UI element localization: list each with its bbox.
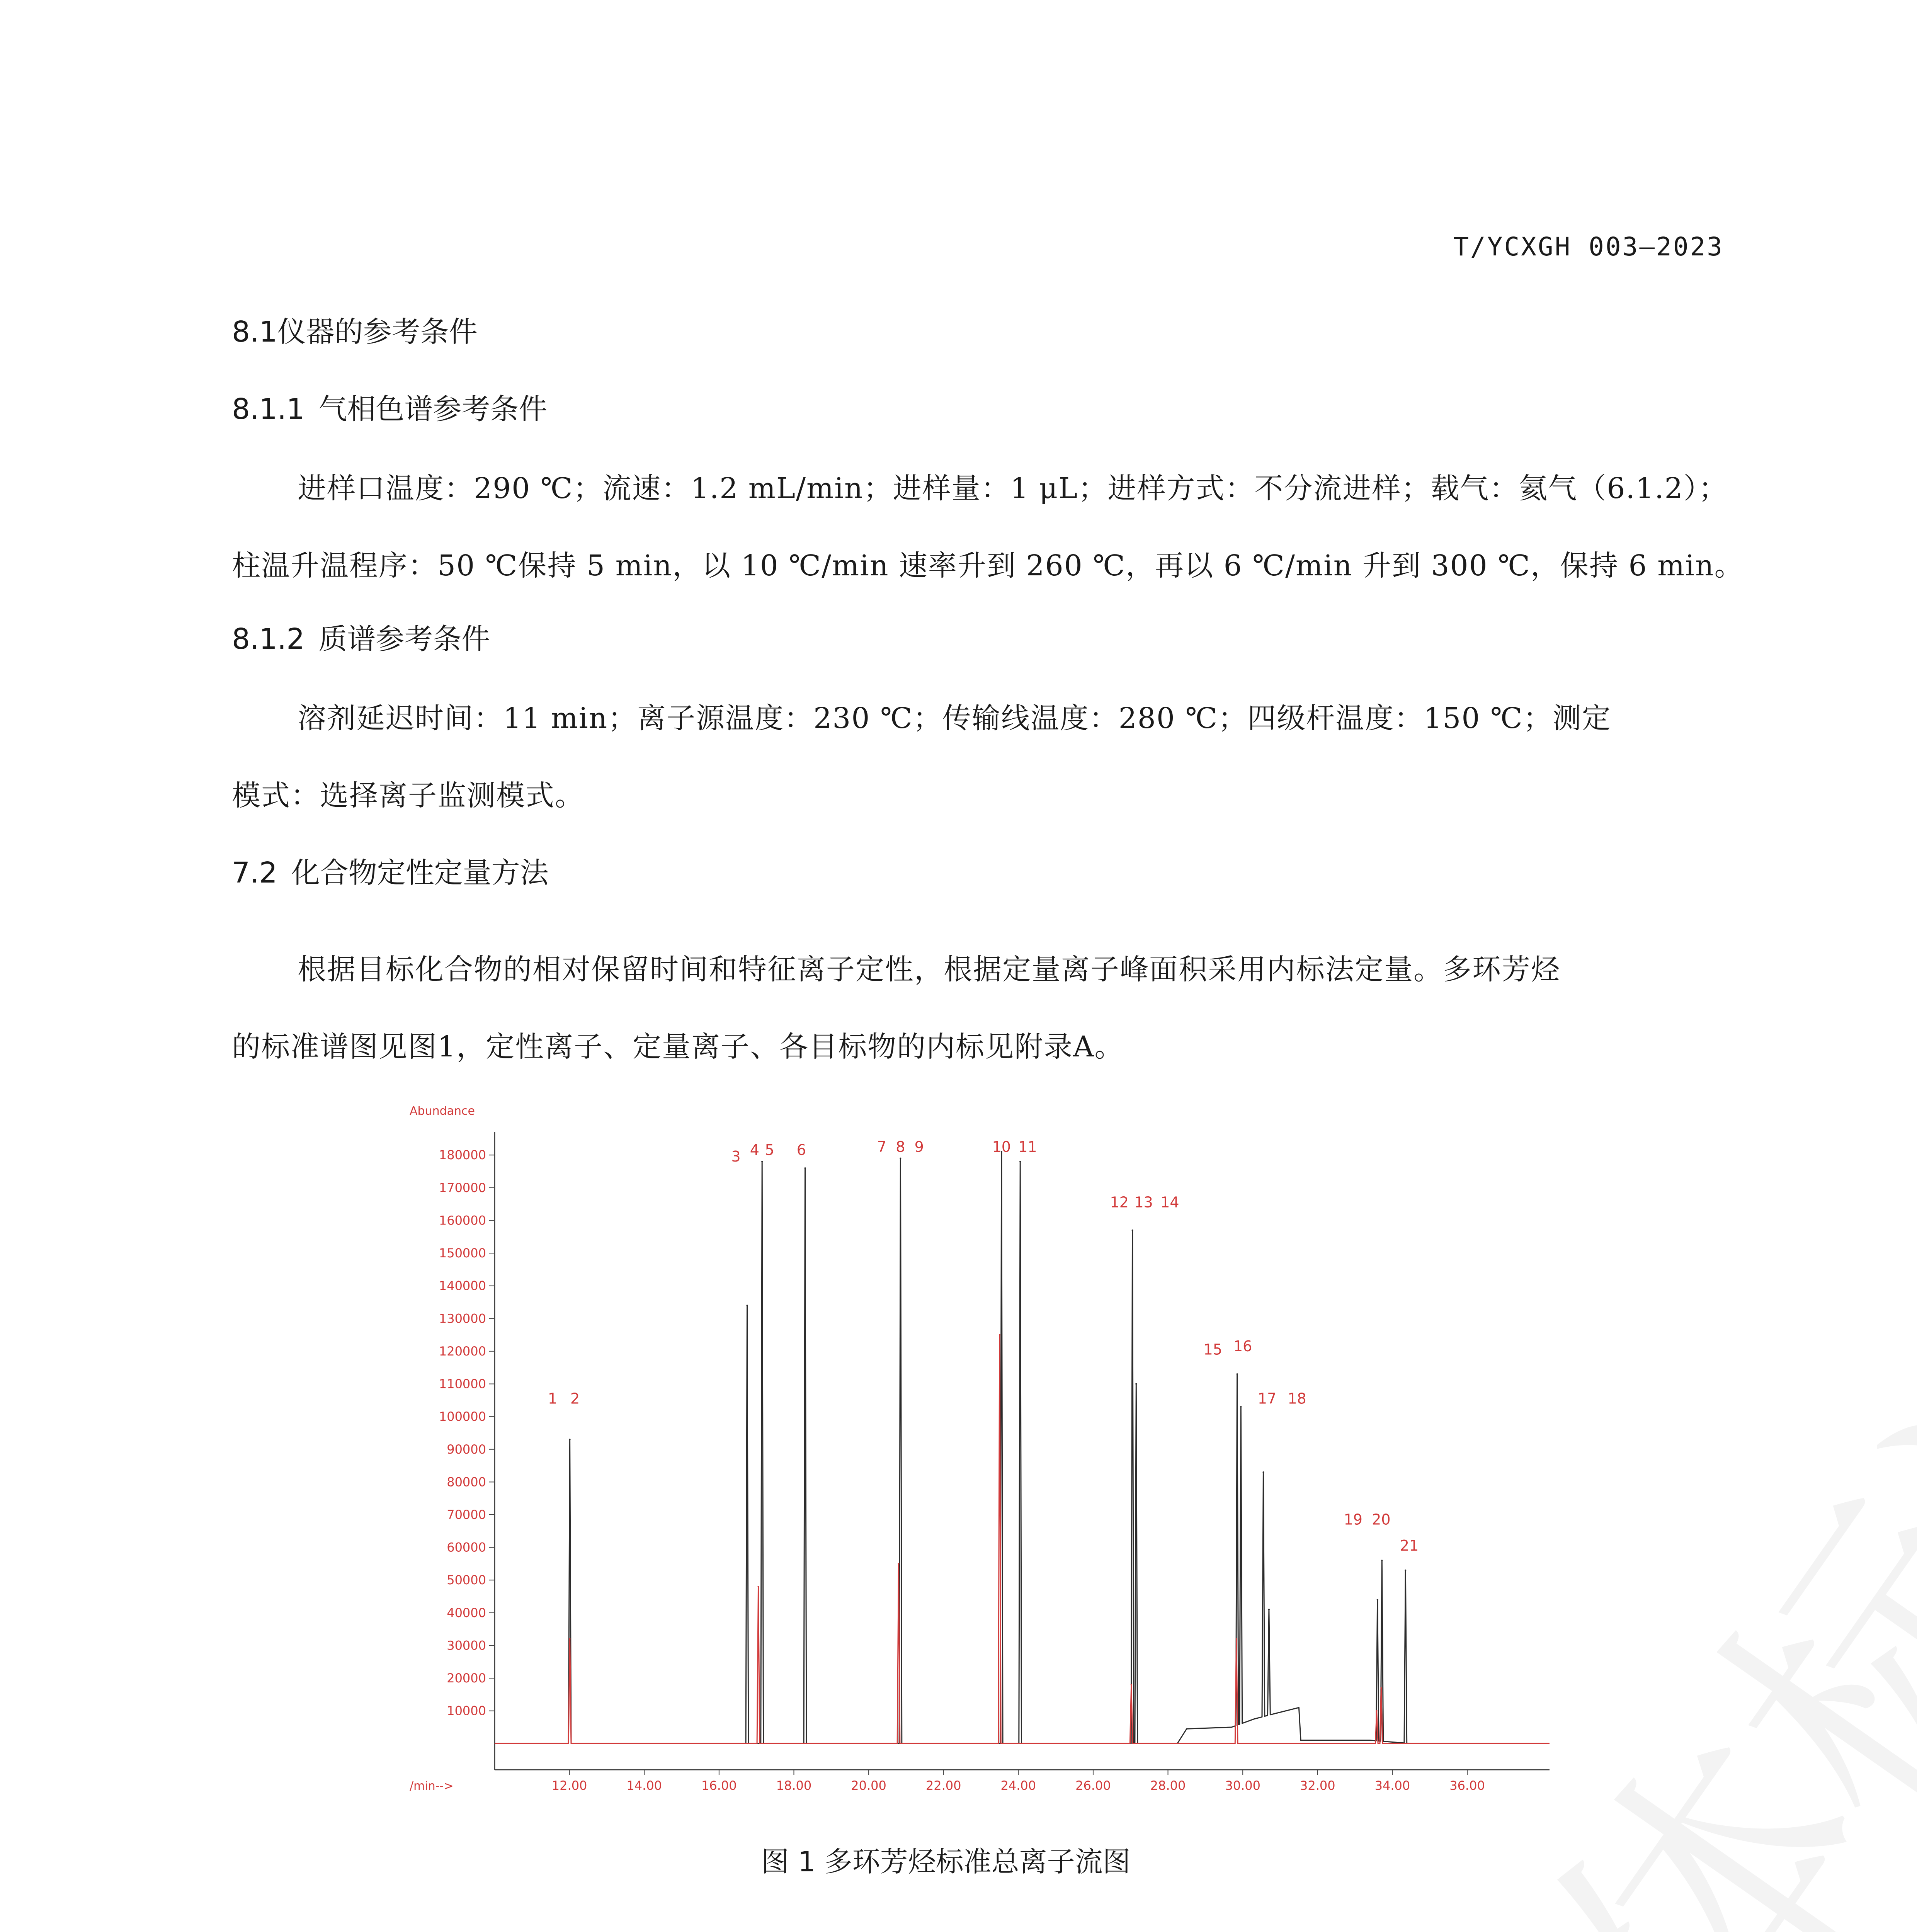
peak-point bbox=[1132, 1230, 1133, 1231]
peak-label: 1 bbox=[548, 1390, 558, 1407]
x-tick-label: 16.00 bbox=[701, 1778, 737, 1793]
peak-label: 4 bbox=[750, 1141, 759, 1159]
paragraph-line: 模式：选择离子监测模式。 bbox=[232, 779, 584, 812]
peak-point bbox=[1237, 1373, 1238, 1375]
chromatogram-chart bbox=[406, 1101, 1565, 1824]
y-tick-label: 80000 bbox=[447, 1475, 486, 1490]
x-tick-label: 22.00 bbox=[925, 1778, 961, 1793]
y-tick-label: 170000 bbox=[439, 1180, 486, 1195]
y-tick-label: 150000 bbox=[439, 1246, 486, 1261]
x-tick-label: 12.00 bbox=[551, 1778, 587, 1793]
peak-point bbox=[758, 1586, 759, 1587]
peak-point bbox=[1131, 1684, 1132, 1685]
y-tick-label: 50000 bbox=[447, 1573, 486, 1588]
section-title: 气相色谱参考条件 bbox=[318, 393, 548, 426]
peak-point bbox=[900, 1158, 901, 1159]
section-8-1-2-heading bbox=[232, 616, 490, 657]
y-tick-label: 140000 bbox=[439, 1278, 486, 1293]
x-tick-label: 30.00 bbox=[1225, 1778, 1260, 1793]
peak-label: 14 bbox=[1160, 1194, 1179, 1211]
y-tick-label: 110000 bbox=[439, 1376, 486, 1391]
y-tick-label: 20000 bbox=[447, 1671, 486, 1686]
section-7-2-heading bbox=[232, 850, 549, 891]
series-line bbox=[495, 1335, 1550, 1744]
section-number: 7.2 bbox=[232, 856, 277, 889]
x-tick-label: 34.00 bbox=[1374, 1778, 1410, 1793]
peak-label: 9 bbox=[914, 1138, 924, 1155]
document-code: T/YCXGH 003—2023 bbox=[1453, 232, 1724, 262]
paragraph-line: 溶剂延迟时间：11 min；离子源温度：230 ℃；传输线温度：280 ℃；四级杆温度：150 ℃；测定 bbox=[298, 702, 1611, 735]
x-tick-label: 14.00 bbox=[626, 1778, 662, 1793]
peak-label: 8 bbox=[896, 1138, 905, 1155]
section-number: 8.1.2 bbox=[232, 622, 305, 656]
series-line bbox=[495, 1152, 1550, 1743]
peak-point bbox=[1380, 1687, 1382, 1689]
peak-label: 21 bbox=[1400, 1537, 1419, 1554]
peak-label: 11 bbox=[1018, 1138, 1037, 1155]
peak-label: 10 bbox=[992, 1138, 1011, 1155]
y-tick-label: 100000 bbox=[439, 1409, 486, 1424]
peak-point bbox=[569, 1638, 571, 1640]
peak-label: 13 bbox=[1134, 1194, 1153, 1211]
peak-point bbox=[898, 1563, 900, 1565]
y-tick-label: 60000 bbox=[447, 1540, 486, 1555]
x-tick-label: 36.00 bbox=[1449, 1778, 1485, 1793]
y-tick-label: 90000 bbox=[447, 1442, 486, 1457]
section-title: 化合物定性定量方法 bbox=[291, 856, 549, 889]
section-title: 质谱参考条件 bbox=[318, 622, 490, 656]
x-tick-label: 20.00 bbox=[851, 1778, 886, 1793]
y-tick-label: 10000 bbox=[447, 1703, 486, 1718]
peak-label: 19 bbox=[1344, 1511, 1362, 1528]
paragraph-line: 的标准谱图见图1，定性离子、定量离子、各目标物的内标见附录A。 bbox=[232, 1030, 1124, 1063]
peak-label: 15 bbox=[1203, 1341, 1222, 1358]
section-8-1-heading: 8.1仪器的参考条件 bbox=[232, 315, 478, 349]
paragraph-line: 进样口温度：290 ℃；流速：1.2 mL/min；进样量：1 μL；进样方式：不分流进样；载气：氦气（6.1.2）； bbox=[298, 472, 1728, 505]
section-8-1-1-heading bbox=[232, 386, 547, 427]
x-tick-label: 26.00 bbox=[1075, 1778, 1111, 1793]
peak-label: 6 bbox=[796, 1141, 806, 1159]
peak-point bbox=[1376, 1710, 1378, 1712]
peak-label: 16 bbox=[1233, 1337, 1252, 1355]
y-axis-label: Abundance bbox=[410, 1104, 475, 1118]
x-tick-label: 18.00 bbox=[776, 1778, 812, 1793]
peak-label: 7 bbox=[877, 1138, 887, 1155]
y-tick-label: 30000 bbox=[447, 1638, 486, 1653]
peak-point bbox=[1262, 1471, 1264, 1473]
peak-label: 5 bbox=[765, 1141, 774, 1159]
peak-label: 20 bbox=[1372, 1511, 1391, 1528]
paragraph-line: 根据目标化合物的相对保留时间和特征离子定性，根据定量离子峰面积采用内标法定量。多环芳烃 bbox=[298, 953, 1560, 986]
y-tick-label: 130000 bbox=[439, 1311, 486, 1326]
peak-point bbox=[746, 1304, 748, 1306]
peak-point bbox=[1236, 1638, 1237, 1640]
y-tick-label: 70000 bbox=[447, 1507, 486, 1522]
peak-point bbox=[999, 1334, 1000, 1336]
peak-label: 3 bbox=[731, 1148, 741, 1165]
y-tick-label: 180000 bbox=[439, 1148, 486, 1163]
x-axis-label: /min--> bbox=[410, 1779, 454, 1793]
y-tick-label: 160000 bbox=[439, 1213, 486, 1228]
peak-point bbox=[1377, 1599, 1378, 1600]
peak-point bbox=[1135, 1383, 1137, 1385]
peak-label: 2 bbox=[570, 1390, 580, 1407]
x-tick-label: 24.00 bbox=[1000, 1778, 1036, 1793]
peak-point bbox=[1381, 1560, 1383, 1561]
x-tick-label: 28.00 bbox=[1150, 1778, 1186, 1793]
peak-label: 17 bbox=[1257, 1390, 1277, 1407]
y-tick-label: 40000 bbox=[447, 1605, 486, 1620]
figure-caption: 图 1 多环芳烃标准总离子流图 bbox=[761, 1845, 1131, 1878]
peak-point bbox=[569, 1439, 571, 1440]
peak-point bbox=[1405, 1570, 1406, 1571]
peak-point bbox=[1240, 1406, 1242, 1408]
peak-point bbox=[1019, 1161, 1021, 1162]
x-tick-label: 32.00 bbox=[1300, 1778, 1335, 1793]
peak-point bbox=[805, 1167, 806, 1169]
peak-label: 18 bbox=[1288, 1390, 1306, 1407]
paragraph-line: 柱温升温程序：50 ℃保持 5 min，以 10 ℃/min 速率升到 260 ℃，再以 6 ℃/min 升到 300 ℃，保持 6 min。 bbox=[232, 549, 1744, 582]
peak-point bbox=[761, 1161, 763, 1162]
peak-label: 12 bbox=[1110, 1194, 1129, 1211]
y-tick-label: 120000 bbox=[439, 1344, 486, 1359]
peak-point bbox=[1268, 1609, 1270, 1610]
section-number: 8.1.1 bbox=[232, 393, 305, 426]
